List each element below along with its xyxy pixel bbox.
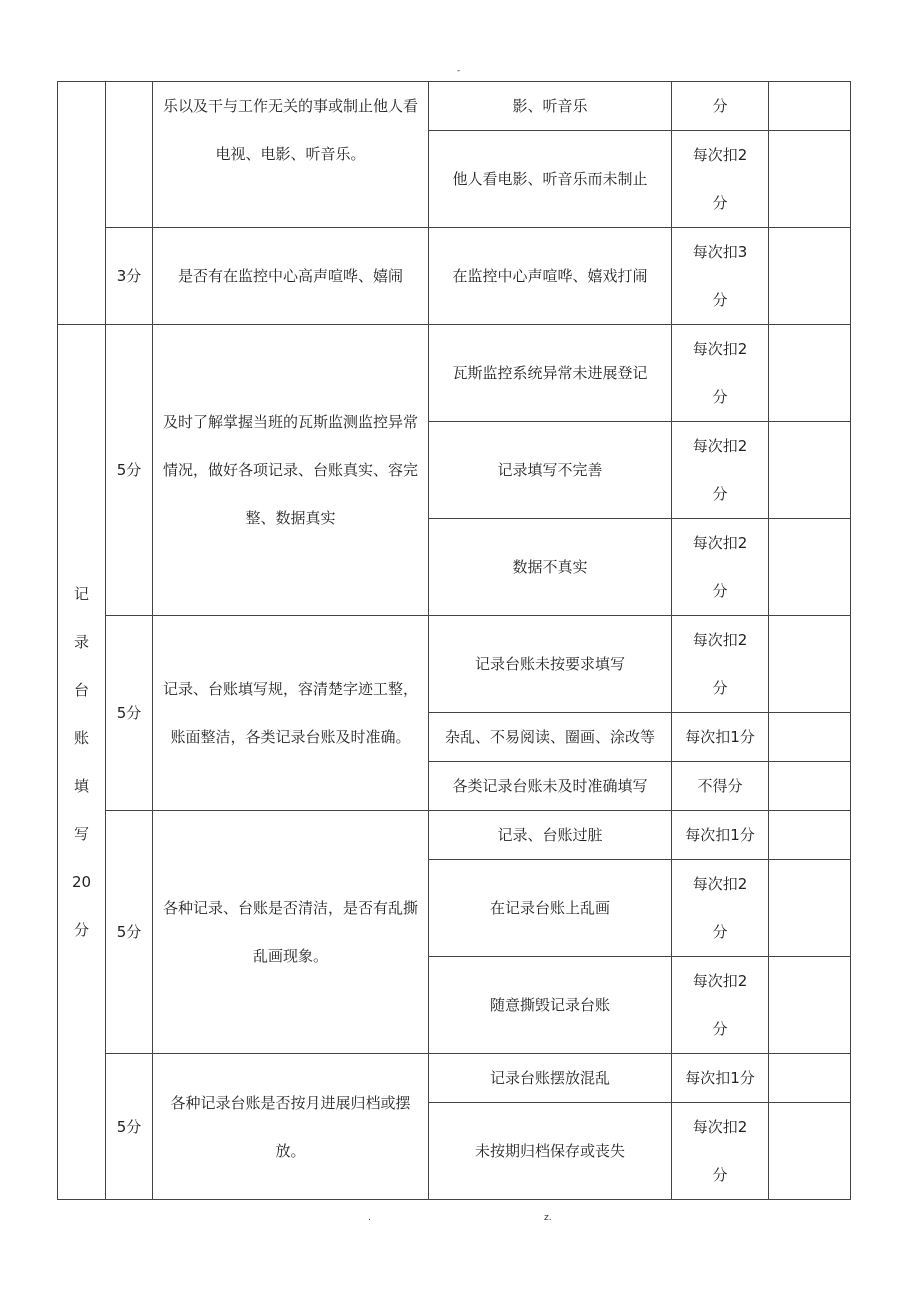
category-char: 录 (73, 633, 89, 651)
remark-cell (769, 1103, 851, 1200)
remark-cell (769, 1054, 851, 1103)
category-char: 填 (73, 777, 89, 795)
deduction-item: 影、听音乐 (429, 82, 672, 131)
category-cell-prev (58, 82, 106, 325)
remark-cell (769, 616, 851, 713)
score-cell: 5分 (106, 616, 153, 811)
remark-cell (769, 82, 851, 131)
deduction-item: 各类记录台账未及时准确填写 (429, 762, 672, 811)
deduction-item: 数据不真实 (429, 519, 672, 616)
deduction-points: 每次扣2分 (672, 519, 769, 616)
score-cell: 5分 (106, 811, 153, 1054)
score-cell: 5分 (106, 1054, 153, 1200)
remark-cell (769, 811, 851, 860)
deduction-item: 杂乱、不易阅读、圈画、涂改等 (429, 713, 672, 762)
deduction-item: 他人看电影、听音乐而未制止 (429, 131, 672, 228)
deduction-points: 每次扣1分 (672, 1054, 769, 1103)
deduction-item: 记录台账摆放混乱 (429, 1054, 672, 1103)
deduction-points: 每次扣2分 (672, 325, 769, 422)
score-cell: 5分 (106, 325, 153, 616)
category-char: 台 (73, 681, 89, 699)
category-char: 20 (71, 873, 92, 891)
assessment-table (57, 81, 851, 1200)
remark-cell (769, 713, 851, 762)
deduction-points: 每次扣2分 (672, 957, 769, 1054)
deduction-points: 每次扣2分 (672, 1103, 769, 1200)
deduction-item: 记录、台账过脏 (429, 811, 672, 860)
deduction-item: 在记录台账上乱画 (429, 860, 672, 957)
deduction-points: 每次扣3分 (672, 228, 769, 325)
remark-cell (769, 762, 851, 811)
criteria-cell: 乐以及干与工作无关的事或制止他人看电视、电影、听音乐。 (153, 82, 429, 228)
footer-mark-right: z. (544, 1213, 552, 1223)
category-char: 分 (73, 921, 89, 939)
category-char: 记 (73, 585, 89, 603)
category-cell (58, 325, 106, 1200)
criteria-cell: 记录、台账填写规，容清楚字迹工整，账面整洁，各类记录台账及时准确。 (153, 616, 429, 811)
criteria-cell: 各种记录、台账是否清洁，是否有乱撕乱画现象。 (153, 811, 429, 1054)
deduction-item: 在监控中心声喧哗、嬉戏打闹 (429, 228, 672, 325)
header-mark: - (457, 66, 461, 76)
remark-cell (769, 131, 851, 228)
remark-cell (769, 860, 851, 957)
deduction-points: 不得分 (672, 762, 769, 811)
remark-cell (769, 228, 851, 325)
criteria-cell: 各种记录台账是否按月进展归档或摆放。 (153, 1054, 429, 1200)
deduction-points: 每次扣1分 (672, 811, 769, 860)
deduction-points: 每次扣1分 (672, 713, 769, 762)
criteria-cell: 是否有在监控中心高声喧哗、嬉闹 (153, 228, 429, 325)
remark-cell (769, 519, 851, 616)
category-char: 写 (73, 825, 89, 843)
deduction-points: 每次扣2分 (672, 422, 769, 519)
deduction-item: 随意撕毁记录台账 (429, 957, 672, 1054)
deduction-points: 分 (672, 82, 769, 131)
deduction-item: 瓦斯监控系统异常未进展登记 (429, 325, 672, 422)
footer-mark-left: . (368, 1213, 371, 1223)
category-char: 账 (73, 729, 89, 747)
deduction-item: 记录台账未按要求填写 (429, 616, 672, 713)
deduction-item: 记录填写不完善 (429, 422, 672, 519)
deduction-points: 每次扣2分 (672, 131, 769, 228)
deduction-points: 每次扣2分 (672, 616, 769, 713)
remark-cell (769, 325, 851, 422)
remark-cell (769, 422, 851, 519)
remark-cell (769, 957, 851, 1054)
deduction-points: 每次扣2分 (672, 860, 769, 957)
score-cell: 3分 (106, 228, 153, 325)
criteria-cell: 及时了解掌握当班的瓦斯监测监控异常情况，做好各项记录、台账真实、容完整、数据真实 (153, 325, 429, 616)
score-cell-prev (106, 82, 153, 228)
deduction-item: 未按期归档保存或丧失 (429, 1103, 672, 1200)
